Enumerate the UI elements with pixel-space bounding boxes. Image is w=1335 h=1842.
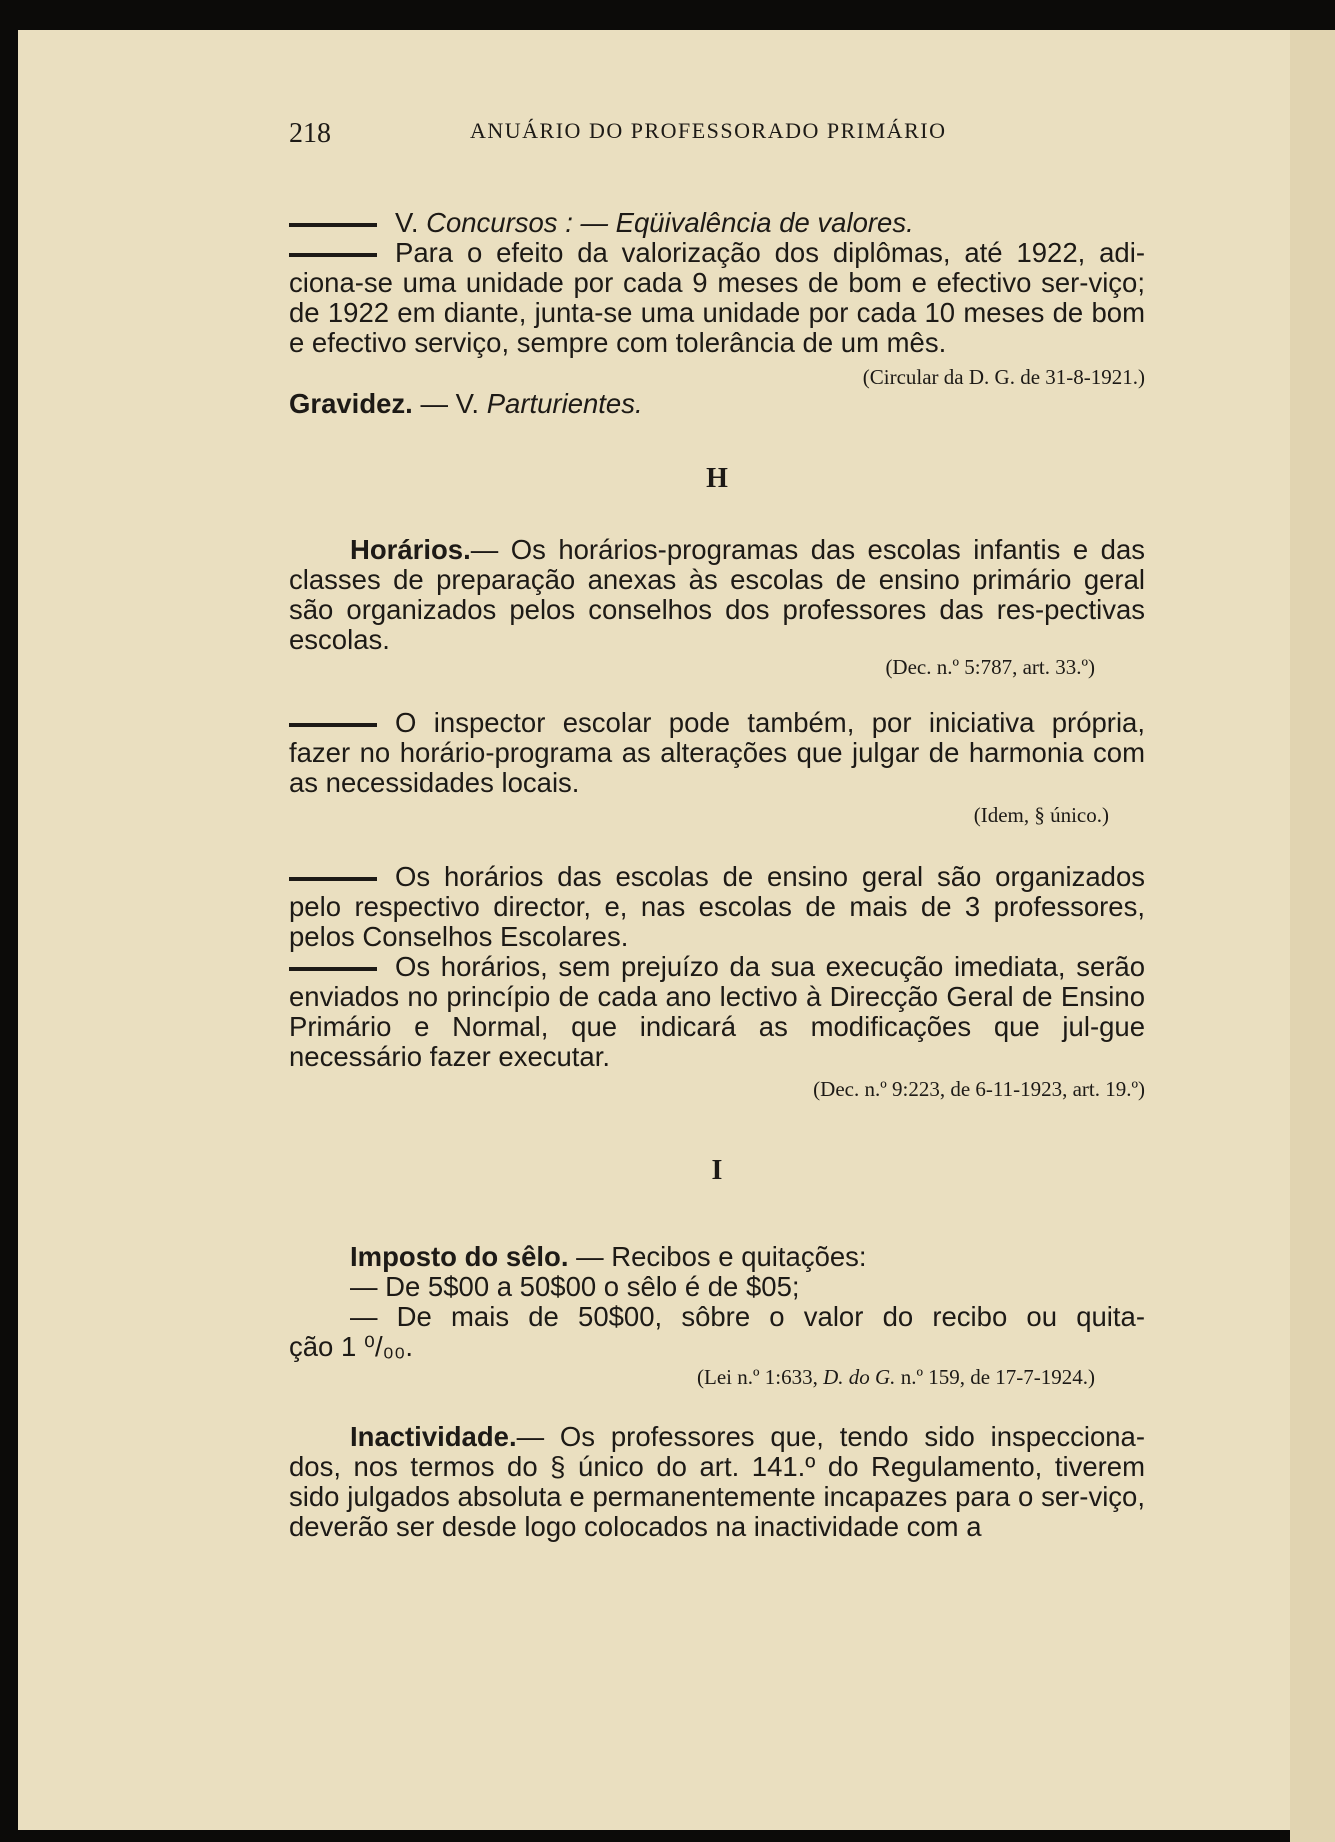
inactividade-text: — Os professores que, tendo sido inspecciona-dos, nos termos do § único do art. 141.º do Regulamento, tiverem sido julgados absoluta e permanentemente incapazes para o ser-viço, deverão ser desde logo colocados na inactividade com a — [289, 1421, 1145, 1542]
imposto-line-2: — De mais de 50$00, sôbre o valor do recibo ou quita- — [350, 1301, 1145, 1332]
repeat-dash — [289, 723, 377, 727]
inactividade-head: Inactividade. — [350, 1421, 517, 1452]
horarios-para-2a: O inspector escolar pode também, por iniciativa própria, — [395, 707, 1145, 738]
horarios-para-3a: Os horários das escolas de ensino geral são organizados — [395, 861, 1145, 892]
imposto-entry — [289, 1242, 1145, 1272]
horarios-head: Horários. — [350, 534, 471, 565]
horarios-para-2-first — [289, 708, 1145, 738]
concursos-reference — [289, 208, 1145, 238]
citation-lei-c: n.º 159, de 17-7-1924.) — [900, 1365, 1095, 1389]
imposto-line-1: — De 5$00 a 50$00 o sêlo é de $05; — [350, 1271, 800, 1302]
citation-lei-b: D. do G. — [823, 1365, 896, 1389]
citation-lei-a: (Lei n.º 1:633, — [697, 1365, 818, 1389]
imposto-line-3: ção 1 ⁰/₀₀. — [289, 1331, 414, 1362]
horarios-para-3-rest: pelo respectivo director, e, nas escolas de mais de 3 professores, pelos Conselhos Escolares. — [289, 891, 1145, 952]
ref-v: V. — [395, 207, 419, 238]
citation-lei-1633 — [289, 1362, 1095, 1392]
inactividade-entry — [289, 1422, 1145, 1542]
facing-page-edge — [1290, 30, 1335, 1842]
repeat-dash — [289, 967, 377, 971]
citation-dec-5787: (Dec. n.º 5:787, art. 33.º) — [885, 655, 1095, 679]
running-title: ANUÁRIO DO PROFESSORADO PRIMÁRIO — [470, 118, 947, 143]
ref-term: Concursos : — Eqüivalência de valores. — [426, 207, 914, 238]
horarios-para-3-first — [289, 862, 1145, 892]
gravidez-term: Parturientes. — [486, 388, 643, 419]
repeat-dash — [289, 877, 377, 881]
section-letter-i: I — [711, 1155, 723, 1186]
horarios-para-4a: Os horários, sem prejuízo da sua execução imediata, serão — [395, 951, 1145, 982]
concursos-para-first-line — [289, 238, 1145, 268]
gravidez-entry — [289, 389, 1145, 419]
section-letter-h: H — [706, 463, 728, 494]
repeat-dash — [289, 253, 377, 257]
repeat-dash — [289, 223, 377, 227]
horarios-para-4-rest: enviados no princípio de cada ano lectivo à Direcção Geral de Ensino Primário e Normal, que indicará as modificações que jul-gue necessário fazer executar. — [289, 981, 1145, 1072]
gravidez-head: Gravidez. — [289, 388, 413, 419]
citation-dec-9223: (Dec. n.º 9:223, de 6-11-1923, art. 19.º) — [813, 1077, 1145, 1101]
horarios-entry — [289, 535, 1145, 655]
concursos-para-1: Para o efeito da valorização dos diplômas, até 1922, adi- — [395, 237, 1145, 268]
imposto-intro: — Recibos e quitações: — [576, 1241, 867, 1272]
horarios-para-4-first — [289, 952, 1145, 982]
horarios-text: — Os horários-programas das escolas infantis e das classes de preparação anexas às escolas de ensino primário geral são organizados pelos conselhos dos professores das res-pectivas escolas. — [289, 534, 1145, 655]
page-number: 218 — [289, 118, 331, 149]
imposto-head: Imposto do sêlo. — [350, 1241, 569, 1272]
horarios-para-2-rest: fazer no horário-programa as alterações que julgar de harmonia com as necessidades locais. — [289, 737, 1145, 798]
concursos-para-rest: ciona-se uma unidade por cada 9 meses de bom e efectivo ser-viço; de 1922 em diante, junta-se uma unidade por cada 10 meses de bom e efectivo serviço, sempre com tolerância de um mês. — [289, 267, 1145, 358]
citation-idem: (Idem, § único.) — [973, 803, 1109, 827]
gravidez-v: — V. — [420, 388, 480, 419]
citation-circular: (Circular da D. G. de 31-8-1921.) — [862, 365, 1145, 389]
